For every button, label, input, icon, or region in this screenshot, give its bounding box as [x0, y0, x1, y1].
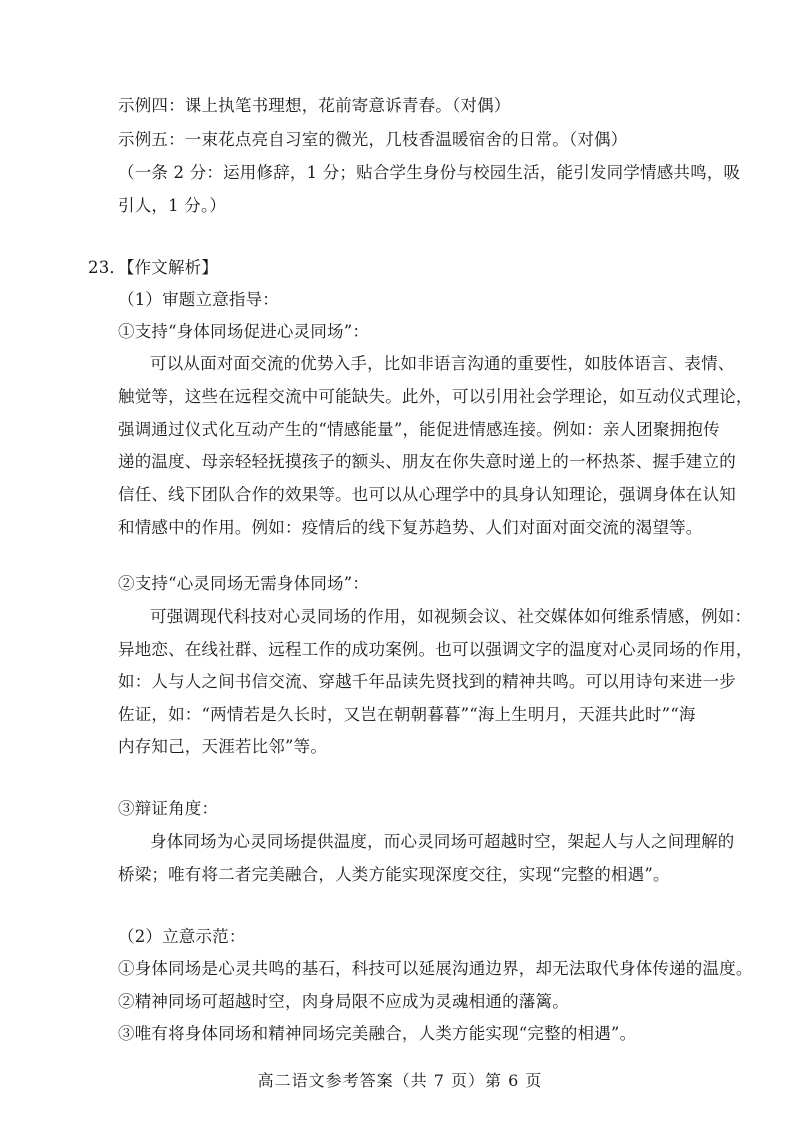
point1-line: 可以从面对面交流的优势入手，比如非语言沟通的重要性，如肢体语言、表情、: [150, 354, 735, 373]
point3-line: 身体同场为心灵同场提供温度，而心灵同场可超越时空，架起人与人之间理解的: [150, 832, 735, 851]
point2-line: 可强调现代科技对心灵同场的作用，如视频会议、社交媒体如何维系情感，例如：: [150, 607, 752, 626]
sub2-title: （2）立意示范：: [118, 927, 246, 946]
point2-line: 异地恋、在线社群、远程工作的成功案例。也可以强调文字的温度对心灵同场的作用，: [118, 640, 753, 659]
demo-line: ②精神同场可超越时空，肉身局限不应成为灵魂相通的藩篱。: [118, 992, 569, 1011]
point1-line: 强调通过仪式化互动产生的“情感能量”，能促进情感连接。例如：亲人团聚拥抱传: [118, 420, 720, 439]
point1-line: 信任、线下团队合作的效果等。也可以从心理学中的具身认知理论，强调身体在认知: [118, 485, 736, 504]
point1-title: ①支持“身体同场促进心灵同场”：: [118, 322, 370, 341]
point2-line: 内存知己，天涯若比邻”等。: [118, 737, 328, 756]
point1-line: 触觉等，这些在远程交流中可能缺失。此外，可以引用社会学理论，如互动仪式理论，: [118, 387, 753, 406]
point2-line: 佐证，如：“两情若是久长时，又岂在朝朝暮暮”“海上生明月，天涯共此时”“海: [118, 705, 696, 724]
point2-title: ②支持“心灵同场无需身体同场”：: [118, 574, 370, 593]
demo-line: ③唯有将身体同场和精神同场完美融合，人类方能实现“完整的相遇”。: [118, 1024, 637, 1043]
page-footer: 高二语文参考答案（共 7 页）第 6 页: [257, 1071, 543, 1090]
q23-heading: 23．【作文解析】: [88, 258, 219, 277]
point2-line: 如：人与人之间书信交流、穿越千年品读先贤找到的精神共鸣。可以用诗句来进一步: [118, 672, 736, 691]
scoring-note-line2: 引人，1 分。）: [118, 196, 227, 215]
scoring-note-line1: （一条 2 分：运用修辞，1 分；贴合学生身份与校园生活，能引发同学情感共鸣，吸: [118, 163, 741, 182]
point1-line: 递的温度、母亲轻轻抚摸孩子的额头、朋友在你失意时递上的一杯热茶、握手建立的: [118, 452, 736, 471]
example-five: 示例五：一束花点亮自习室的微光，几枝香温暖宿舍的日常。（对偶）: [118, 130, 628, 149]
sub1-title: （1）审题立意指导：: [118, 290, 279, 309]
point3-title: ③辩证角度：: [118, 799, 219, 818]
point1-line: 和情感中的作用。例如：疫情后的线下复苏趋势、人们对面对面交流的渴望等。: [118, 518, 703, 537]
example-four: 示例四：课上执笔书理想，花前寄意诉青春。（对偶）: [118, 96, 511, 115]
demo-line: ①身体同场是心灵共鸣的基石，科技可以延展沟通边界，却无法取代身体传递的温度。: [118, 959, 753, 978]
point3-line: 桥梁；唯有将二者完美融合，人类方能实现深度交往，实现“完整的相遇”。: [118, 865, 670, 884]
